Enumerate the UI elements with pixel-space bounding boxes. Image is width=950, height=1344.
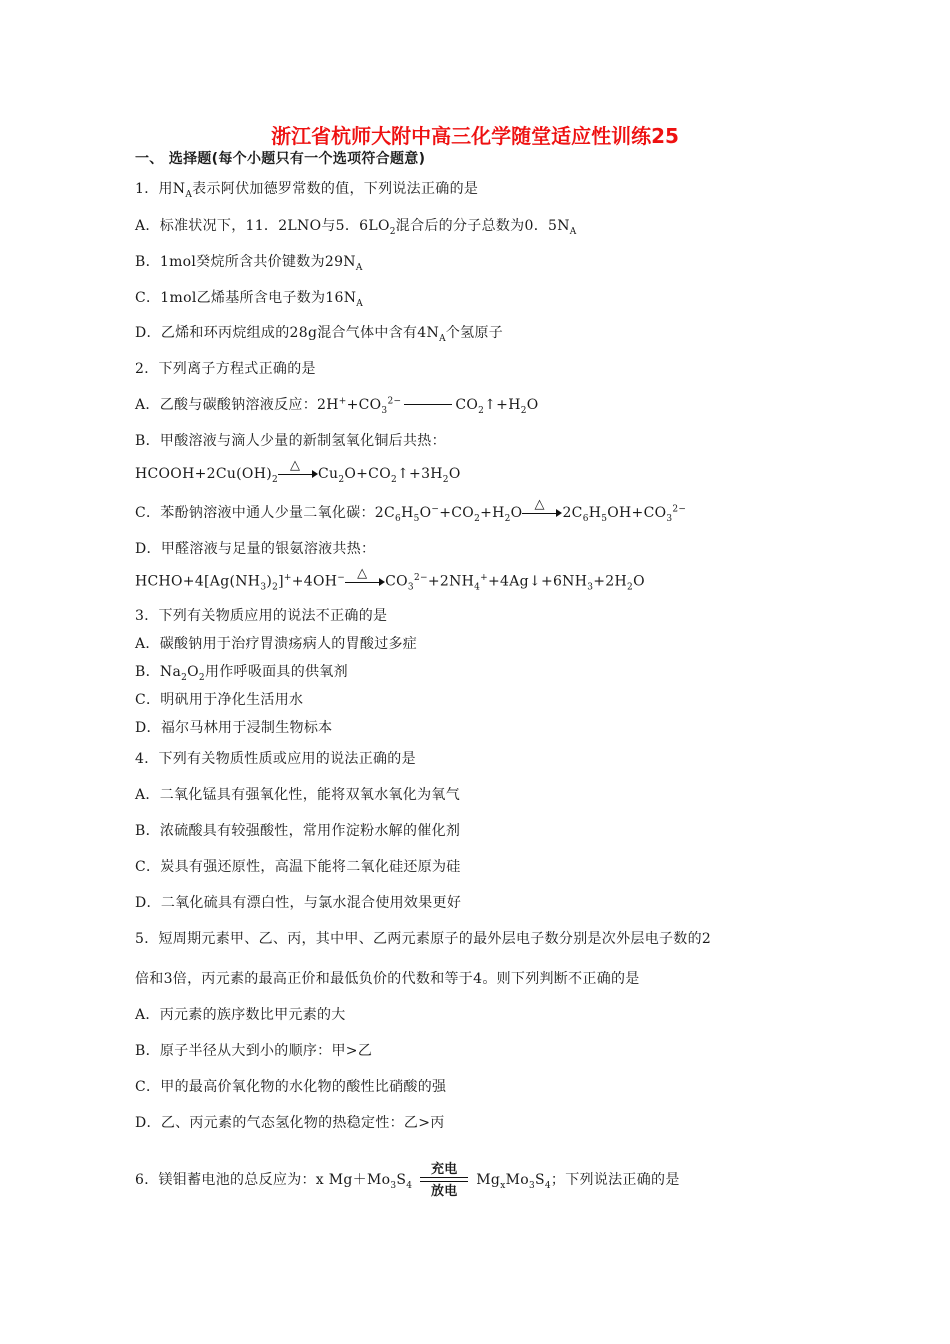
question-1-stem: 1．用$N_A$表示阿伏加德罗常数的值，下列说法正确的是 (135, 181, 479, 200)
question-3-option-c: C．明矾用于净化生活用水 (135, 692, 304, 708)
question-3-option-b: B．$Na_2O_2$用作呼吸面具的供氧剂 (135, 664, 348, 683)
question-2-option-d-equation: $HCHO+4[Ag(NH_3)_2]^++4OH^-$ △ $CO_3^{2-}+2NH_4^++4Ag↓+6NH_3+2H_2O$ (135, 565, 645, 593)
question-1-option-d: D．乙烯和环丙烷组成的28g混合气体中含有$4N_A$个氢原子 (135, 325, 504, 344)
question-6-stem: 6．镁钼蓄电池的总反应为：x $Mg+Mo_3S_4$ 充电 放电 $Mg_xMo_3S_4$；下列说法正确的是 (135, 1162, 680, 1199)
question-3-stem: 3．下列有关物质应用的说法不正确的是 (135, 608, 388, 624)
question-5-option-a: A．丙元素的族序数比甲元素的大 (135, 1007, 346, 1023)
question-2-stem: 2．下列离子方程式正确的是 (135, 361, 316, 377)
question-4-option-d: D．二氧化硫具有漂白性，与氯水混合使用效果更好 (135, 895, 462, 911)
question-2-option-b-equation: $HCOOH+2Cu(OH)_2$ △ $Cu_2O+CO_2↑+3H_2O$ (135, 458, 461, 485)
question-3-option-d: D．福尔马林用于浸制生物标本 (135, 720, 333, 736)
question-2-option-d: D．甲醛溶液与足量的银氨溶液共热： (135, 541, 376, 557)
question-4-option-a: A．二氧化锰具有强氧化性，能将双氧水氧化为氧气 (135, 787, 461, 803)
question-2-option-a: A．乙酸与碳酸钠溶液反应：$2H^++CO_3^{2-}$ $CO_2↑+H_2O$ (135, 396, 539, 416)
heat-arrow-icon: △ (278, 466, 318, 480)
heat-arrow-icon: △ (522, 505, 562, 519)
section-heading: 一、 选择题(每个小题只有一个选项符合题意) (135, 151, 426, 167)
question-3-option-a: A．碳酸钠用于治疗胃溃疡病人的胃酸过多症 (135, 636, 418, 652)
question-5-stem-line-1: 5．短周期元素甲、乙、丙，其中甲、乙两元素原子的最外层电子数分别是次外层电子数的2 (135, 931, 712, 947)
question-2-option-b: B．甲酸溶液与滴人少量的新制氢氧化铜后共热： (135, 433, 446, 449)
question-4-option-c: C．炭具有强还原性，高温下能将二氧化硅还原为硅 (135, 859, 461, 875)
question-1-option-c: C．1mol乙烯基所含电子数为$16N_A$ (135, 290, 364, 309)
question-4-stem: 4．下列有关物质性质或应用的说法正确的是 (135, 751, 416, 767)
document-title: 浙江省杭师大附中高三化学随堂适应性训练25 (271, 124, 679, 148)
question-5-stem-line-2: 倍和3倍，丙元素的最高正价和最低负价的代数和等于4。则下列判断不正确的是 (135, 971, 640, 987)
question-4-option-b: B．浓硫酸具有较强酸性，常用作淀粉水解的催化剂 (135, 823, 461, 839)
question-5-option-d: D．乙、丙元素的气态氢化物的热稳定性：乙>丙 (135, 1115, 445, 1131)
equation-dash (404, 404, 452, 405)
question-5-option-c: C．甲的最高价氧化物的水化物的酸性比硝酸的强 (135, 1079, 447, 1095)
question-1-option-b: B．1mol癸烷所含共价键数为$29N_A$ (135, 254, 363, 273)
question-1-option-a: A．标准状况下，11．2LNO与5．$6LO_2$混合后的分子总数为0．$5N_A$ (135, 218, 577, 237)
reversible-arrow-icon: 充电 放电 (418, 1162, 470, 1196)
heat-arrow-icon: △ (345, 574, 385, 588)
question-2-option-c: C．苯酚钠溶液中通人少量二氧化碳：$2C_6H_5O^-+CO_2+H_2O$ △ $2C_6H_5OH+CO_3^{2-}$ (135, 497, 687, 524)
question-5-option-b: B．原子半径从大到小的顺序：甲>乙 (135, 1043, 373, 1059)
